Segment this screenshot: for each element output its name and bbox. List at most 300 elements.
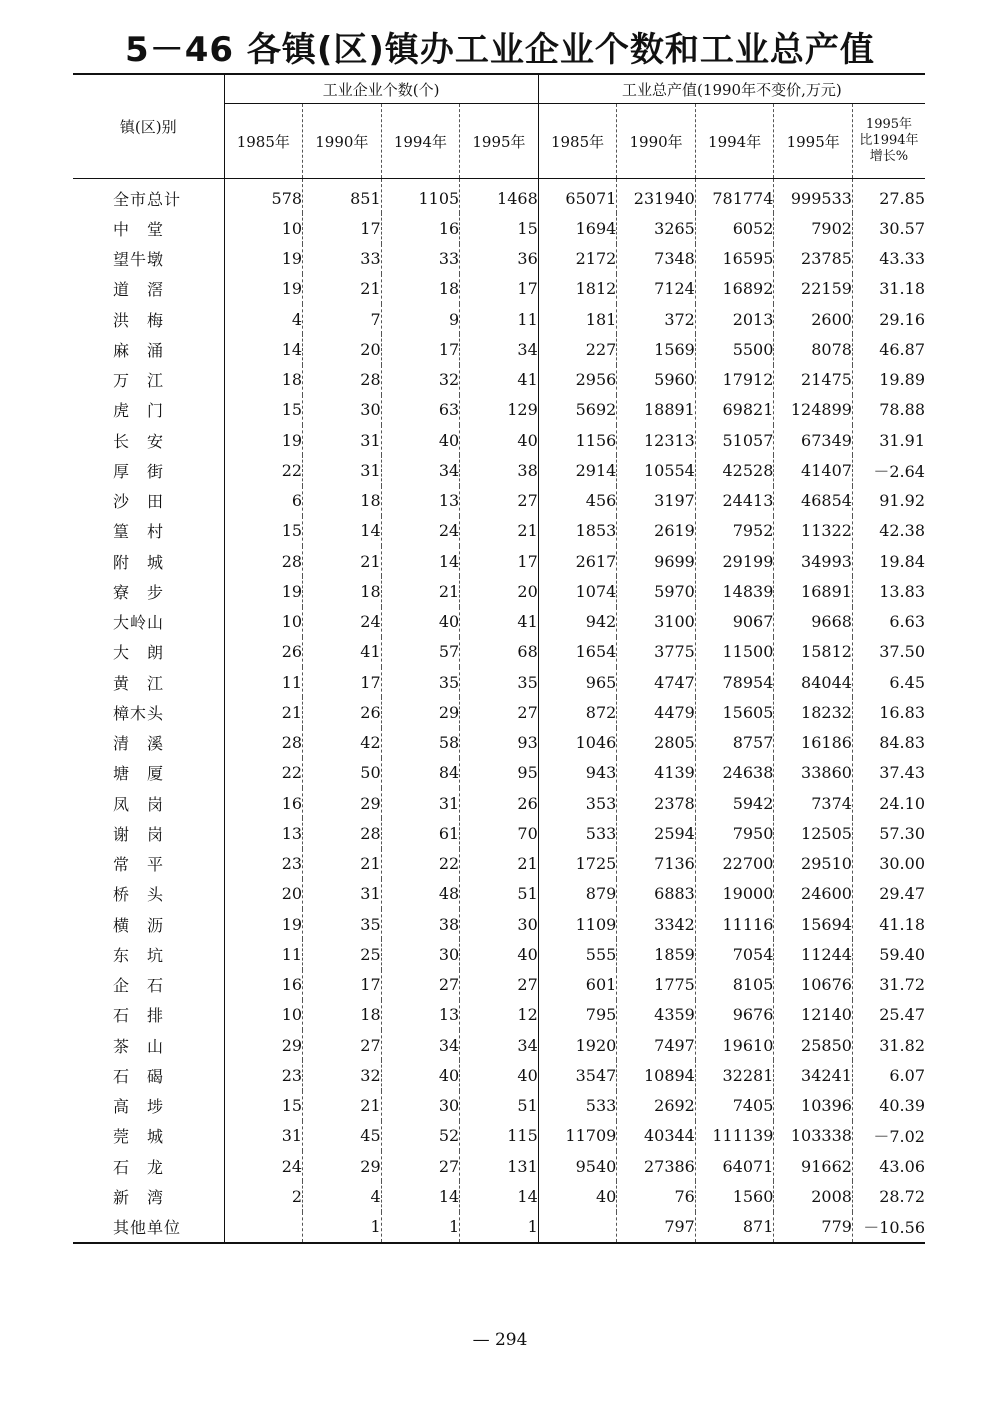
enterprise-count-cell: 129 — [460, 395, 539, 425]
growth-rate-header — [852, 104, 925, 179]
output-value-cell: 1560 — [695, 1181, 774, 1211]
output-value-cell: 1725 — [538, 849, 617, 879]
page-number: — 294 — [472, 1330, 528, 1350]
enterprise-count-cell: 18 — [381, 274, 460, 304]
output-value-cell: 943 — [538, 758, 617, 788]
town-name-cell: 其他单位 — [113, 1218, 182, 1238]
enterprise-count-cell: 4 — [303, 1181, 382, 1211]
output-value-cell: 76 — [617, 1181, 696, 1211]
enterprise-count-cell: 15 — [224, 516, 303, 546]
output-value-cell: 18891 — [617, 395, 696, 425]
output-value-cell: 11709 — [538, 1121, 617, 1151]
growth-rate-cell: 57.30 — [852, 818, 925, 848]
enterprise-count-cell: 34 — [460, 334, 539, 364]
output-value-cell: 9699 — [617, 546, 696, 576]
enterprise-count-cell: 24 — [224, 1151, 303, 1181]
enterprise-count-cell: 14 — [381, 1181, 460, 1211]
town-name-cell: 石 龙 — [113, 1157, 165, 1177]
growth-rate-cell: 42.38 — [852, 516, 925, 546]
enterprise-count-cell: 19 — [224, 576, 303, 606]
output-value-cell: 6052 — [695, 213, 774, 243]
table-row — [73, 486, 925, 516]
table-row — [73, 970, 925, 1000]
table-row — [73, 1151, 925, 1181]
town-name-cell: 樟木头 — [113, 703, 165, 723]
table-row — [73, 879, 925, 909]
output-value-cell: 4139 — [617, 758, 696, 788]
output-value-cell: 3100 — [617, 607, 696, 637]
enterprise-count-cell: 34 — [381, 1030, 460, 1060]
enterprise-count-cell: 9 — [381, 304, 460, 334]
town-name-cell: 莞 城 — [113, 1127, 165, 1147]
town-name-cell: 谢 岗 — [113, 824, 165, 844]
town-name-cell: 道 滘 — [113, 280, 165, 300]
town-name-cell: 常 平 — [113, 855, 165, 875]
output-value-cell: 34241 — [774, 1060, 853, 1090]
enterprise-count-cell: 36 — [460, 244, 539, 274]
output-value-cell: 29199 — [695, 546, 774, 576]
growth-rate-cell: 31.18 — [852, 274, 925, 304]
enterprise-count-cell: 19 — [224, 274, 303, 304]
output-value-cell: 64071 — [695, 1151, 774, 1181]
output-year-header: 1985年 — [538, 104, 617, 179]
output-value-cell: 9067 — [695, 607, 774, 637]
output-value-cell: 15812 — [774, 637, 853, 667]
enterprise-count-cell: 27 — [460, 697, 539, 727]
output-value-cell: 21475 — [774, 365, 853, 395]
town-name-cell: 石 碣 — [113, 1066, 165, 1086]
output-value-cell: 7950 — [695, 818, 774, 848]
output-value-cell: 23785 — [774, 244, 853, 274]
enterprise-count-cell: 26 — [460, 788, 539, 818]
table-row — [73, 728, 925, 758]
output-value-cell: 1654 — [538, 637, 617, 667]
growth-rate-cell: 19.89 — [852, 365, 925, 395]
output-year-header: 1994年 — [695, 104, 774, 179]
output-value-cell: 84044 — [774, 667, 853, 697]
enterprise-count-cell: 11 — [460, 304, 539, 334]
output-value-cell: 2008 — [774, 1181, 853, 1211]
table-row — [73, 213, 925, 243]
table-row — [73, 1121, 925, 1151]
enterprise-count-cell: 14 — [303, 516, 382, 546]
table-row — [73, 1091, 925, 1121]
enterprise-count-cell: 29 — [303, 1151, 382, 1181]
output-value-cell: 2914 — [538, 455, 617, 485]
enterprise-count-cell: 18 — [224, 365, 303, 395]
output-value-cell: 11116 — [695, 909, 774, 939]
table-row — [73, 849, 925, 879]
town-name-cell: 茶 山 — [113, 1036, 165, 1056]
growth-rate-cell: 40.39 — [852, 1091, 925, 1121]
town-name-cell: 附 城 — [113, 552, 165, 572]
table-row — [73, 1181, 925, 1211]
enterprise-count-cell: 14 — [381, 546, 460, 576]
enterprise-count-cell: 34 — [460, 1030, 539, 1060]
count-year-header: 1995年 — [460, 104, 539, 179]
output-year-header: 1995年 — [774, 104, 853, 179]
output-value-cell: 78954 — [695, 667, 774, 697]
enterprise-count-cell: 31 — [303, 455, 382, 485]
town-name-cell: 虎 门 — [113, 401, 165, 421]
town-name-cell: 望牛墩 — [113, 250, 165, 270]
enterprise-count-cell: 42 — [303, 728, 382, 758]
enterprise-count-cell: 21 — [303, 546, 382, 576]
enterprise-count-cell: 33 — [381, 244, 460, 274]
table-row — [73, 667, 925, 697]
output-value-cell: 3197 — [617, 486, 696, 516]
enterprise-count-cell: 18 — [303, 576, 382, 606]
output-value-cell: 46854 — [774, 486, 853, 516]
output-value-cell: 2617 — [538, 546, 617, 576]
output-value-cell: 7136 — [617, 849, 696, 879]
town-name-cell: 新 湾 — [113, 1187, 165, 1207]
output-value-cell: 1156 — [538, 425, 617, 455]
enterprise-count-cell: 29 — [381, 697, 460, 727]
enterprise-count-cell: 12 — [460, 1000, 539, 1030]
enterprise-count-cell: 10 — [224, 607, 303, 637]
enterprise-count-cell: 851 — [303, 179, 382, 214]
output-value-cell: 10676 — [774, 970, 853, 1000]
output-value-cell: 5500 — [695, 334, 774, 364]
growth-rate-cell: 30.00 — [852, 849, 925, 879]
growth-rate-cell: 59.40 — [852, 939, 925, 969]
output-value-cell: 40 — [538, 1181, 617, 1211]
table-row — [73, 576, 925, 606]
enterprise-count-cell: 115 — [460, 1121, 539, 1151]
enterprise-count-cell: 19 — [224, 425, 303, 455]
enterprise-count-cell: 1 — [381, 1212, 460, 1243]
output-value-cell: 8105 — [695, 970, 774, 1000]
town-name-cell: 东 坑 — [113, 945, 165, 965]
growth-rate-cell: 37.50 — [852, 637, 925, 667]
table-row — [73, 334, 925, 364]
enterprise-count-cell: 15 — [224, 1091, 303, 1121]
output-value-cell: 69821 — [695, 395, 774, 425]
enterprise-count-cell: 32 — [381, 365, 460, 395]
enterprise-count-cell: 17 — [303, 970, 382, 1000]
enterprise-count-cell: 13 — [224, 818, 303, 848]
output-value-cell: 1853 — [538, 516, 617, 546]
growth-rate-cell: 24.10 — [852, 788, 925, 818]
town-name-cell: 大 朗 — [113, 643, 165, 663]
enterprise-count-cell: 35 — [303, 909, 382, 939]
output-value-cell: 15605 — [695, 697, 774, 727]
table-row — [73, 1212, 925, 1243]
enterprise-count-cell: 16 — [224, 788, 303, 818]
statistics-table — [73, 73, 925, 1244]
enterprise-count-cell: 30 — [381, 1091, 460, 1121]
output-value-cell: 15694 — [774, 909, 853, 939]
enterprise-count-cell: 13 — [381, 486, 460, 516]
output-value-cell: 795 — [538, 1000, 617, 1030]
enterprise-count-cell: 93 — [460, 728, 539, 758]
growth-rate-cell: 91.92 — [852, 486, 925, 516]
output-value-cell: 16891 — [774, 576, 853, 606]
output-value-cell: 2594 — [617, 818, 696, 848]
table-row — [73, 758, 925, 788]
enterprise-count-cell: 16 — [224, 970, 303, 1000]
table-row — [73, 304, 925, 334]
output-value-cell: 872 — [538, 697, 617, 727]
growth-rate-cell: 6.63 — [852, 607, 925, 637]
output-value-cell: 1694 — [538, 213, 617, 243]
town-name-cell: 麻 涌 — [113, 340, 165, 360]
output-value-cell: 22159 — [774, 274, 853, 304]
enterprise-count-cell: 16 — [381, 213, 460, 243]
enterprise-count-cell: 57 — [381, 637, 460, 667]
output-value-cell: 9676 — [695, 1000, 774, 1030]
output-value-cell: 10894 — [617, 1060, 696, 1090]
town-name-cell: 篁 村 — [113, 522, 165, 542]
growth-header-line: 比1994年 — [859, 133, 919, 148]
enterprise-count-cell: 15 — [460, 213, 539, 243]
table-row — [73, 788, 925, 818]
output-value-cell: 24413 — [695, 486, 774, 516]
output-value-cell: 227 — [538, 334, 617, 364]
output-value-cell: 181 — [538, 304, 617, 334]
enterprise-count-cell: 21 — [303, 849, 382, 879]
town-name-cell: 桥 头 — [113, 885, 165, 905]
enterprise-count-cell: 22 — [381, 849, 460, 879]
enterprise-count-cell: 21 — [460, 516, 539, 546]
enterprise-count-cell — [224, 1212, 303, 1243]
output-value-cell: 871 — [695, 1212, 774, 1243]
enterprise-count-cell: 27 — [460, 970, 539, 1000]
output-value-cell: 24638 — [695, 758, 774, 788]
table-row — [73, 818, 925, 848]
enterprise-count-cell: 70 — [460, 818, 539, 848]
growth-rate-cell: 31.82 — [852, 1030, 925, 1060]
growth-rate-cell: 25.47 — [852, 1000, 925, 1030]
enterprise-count-cell: 17 — [303, 667, 382, 697]
output-value-cell: 41407 — [774, 455, 853, 485]
enterprise-count-cell: 15 — [224, 395, 303, 425]
output-value-cell: 34993 — [774, 546, 853, 576]
output-value-cell: 103338 — [774, 1121, 853, 1151]
enterprise-count-cell: 40 — [460, 939, 539, 969]
enterprise-count-cell: 18 — [303, 1000, 382, 1030]
table-row — [73, 1060, 925, 1090]
page-title: 5－46 各镇(区)镇办工业企业个数和工业总产值 — [125, 30, 875, 70]
enterprise-count-cell: 27 — [460, 486, 539, 516]
output-value-cell — [538, 1212, 617, 1243]
output-value-cell: 19610 — [695, 1030, 774, 1060]
enterprise-count-cell: 38 — [381, 909, 460, 939]
output-value-cell: 42528 — [695, 455, 774, 485]
output-value-cell: 2013 — [695, 304, 774, 334]
output-value-cell: 65071 — [538, 179, 617, 214]
table-row — [73, 455, 925, 485]
town-name-cell: 长 安 — [113, 431, 165, 451]
output-value-cell: 797 — [617, 1212, 696, 1243]
enterprise-count-cell: 40 — [460, 1060, 539, 1090]
enterprise-count-cell: 21 — [303, 274, 382, 304]
growth-rate-cell: 6.45 — [852, 667, 925, 697]
output-value-cell: 372 — [617, 304, 696, 334]
enterprise-count-group-header: 工业企业个数(个) — [224, 74, 538, 104]
output-value-cell: 353 — [538, 788, 617, 818]
table-header — [73, 74, 925, 179]
enterprise-count-cell: 30 — [381, 939, 460, 969]
table-row — [73, 607, 925, 637]
output-value-cell: 18232 — [774, 697, 853, 727]
growth-rate-cell: 37.43 — [852, 758, 925, 788]
enterprise-count-cell: 40 — [381, 425, 460, 455]
enterprise-count-cell: 27 — [381, 1151, 460, 1181]
output-value-cell: 6883 — [617, 879, 696, 909]
output-value-cell: 965 — [538, 667, 617, 697]
growth-rate-cell: 84.83 — [852, 728, 925, 758]
enterprise-count-cell: 95 — [460, 758, 539, 788]
table-row — [73, 425, 925, 455]
enterprise-count-cell: 18 — [303, 486, 382, 516]
enterprise-count-cell: 30 — [460, 909, 539, 939]
output-value-cell: 19000 — [695, 879, 774, 909]
town-name-cell: 清 溪 — [113, 734, 165, 754]
output-value-cell: 7124 — [617, 274, 696, 304]
growth-rate-cell: －2.64 — [852, 455, 925, 485]
enterprise-count-cell: 30 — [303, 395, 382, 425]
enterprise-count-cell: 21 — [381, 576, 460, 606]
output-value-cell: 3775 — [617, 637, 696, 667]
enterprise-count-cell: 19 — [224, 909, 303, 939]
enterprise-count-cell: 35 — [381, 667, 460, 697]
output-value-cell: 2378 — [617, 788, 696, 818]
output-value-cell: 879 — [538, 879, 617, 909]
enterprise-count-cell: 24 — [303, 607, 382, 637]
output-value-cell: 533 — [538, 1091, 617, 1121]
row-label-header: 镇(区)别 — [73, 74, 224, 179]
output-value-cell: 8757 — [695, 728, 774, 758]
enterprise-count-cell: 578 — [224, 179, 303, 214]
output-value-cell: 5960 — [617, 365, 696, 395]
table-row — [73, 516, 925, 546]
output-value-cell: 51057 — [695, 425, 774, 455]
output-value-cell: 3547 — [538, 1060, 617, 1090]
output-value-cell: 32281 — [695, 1060, 774, 1090]
enterprise-count-cell: 26 — [224, 637, 303, 667]
growth-rate-cell: 28.72 — [852, 1181, 925, 1211]
enterprise-count-cell: 4 — [224, 304, 303, 334]
output-value-cell: 14839 — [695, 576, 774, 606]
enterprise-count-cell: 21 — [460, 849, 539, 879]
output-value-cell: 5692 — [538, 395, 617, 425]
table-row — [73, 274, 925, 304]
enterprise-count-cell: 25 — [303, 939, 382, 969]
enterprise-count-cell: 22 — [224, 455, 303, 485]
output-value-cell: 2956 — [538, 365, 617, 395]
town-name-cell: 全市总计 — [113, 189, 182, 209]
output-value-cell: 999533 — [774, 179, 853, 214]
growth-rate-cell: 43.06 — [852, 1151, 925, 1181]
enterprise-count-cell: 20 — [460, 576, 539, 606]
enterprise-count-cell: 10 — [224, 213, 303, 243]
output-value-cell: 25850 — [774, 1030, 853, 1060]
town-name-cell: 洪 梅 — [113, 310, 165, 330]
growth-rate-cell: 29.16 — [852, 304, 925, 334]
output-value-cell: 7348 — [617, 244, 696, 274]
output-value-cell: 8078 — [774, 334, 853, 364]
output-value-cell: 40344 — [617, 1121, 696, 1151]
output-value-cell: 4747 — [617, 667, 696, 697]
enterprise-count-cell: 27 — [303, 1030, 382, 1060]
enterprise-count-cell: 63 — [381, 395, 460, 425]
growth-rate-cell: 30.57 — [852, 213, 925, 243]
town-name-cell: 高 埗 — [113, 1097, 165, 1117]
enterprise-count-cell: 13 — [381, 1000, 460, 1030]
output-value-cell: 27386 — [617, 1151, 696, 1181]
enterprise-count-cell: 29 — [224, 1030, 303, 1060]
growth-rate-cell: 31.91 — [852, 425, 925, 455]
growth-rate-cell: 43.33 — [852, 244, 925, 274]
output-value-cell: 33860 — [774, 758, 853, 788]
output-value-cell: 4359 — [617, 1000, 696, 1030]
output-value-cell: 2600 — [774, 304, 853, 334]
town-name-cell: 厚 街 — [113, 461, 165, 481]
table-row — [73, 1000, 925, 1030]
enterprise-count-cell: 1 — [460, 1212, 539, 1243]
output-value-cell: 22700 — [695, 849, 774, 879]
growth-rate-cell: －7.02 — [852, 1121, 925, 1151]
table-row — [73, 909, 925, 939]
town-name-cell: 沙 田 — [113, 492, 165, 512]
output-value-cell: 7952 — [695, 516, 774, 546]
table-row — [73, 1030, 925, 1060]
count-year-header: 1990年 — [303, 104, 382, 179]
growth-header-line: 增长% — [869, 149, 909, 164]
enterprise-count-cell: 22 — [224, 758, 303, 788]
output-value-cell: 5970 — [617, 576, 696, 606]
table-row — [73, 395, 925, 425]
enterprise-count-cell: 20 — [303, 334, 382, 364]
output-value-cell: 1920 — [538, 1030, 617, 1060]
output-value-cell: 12505 — [774, 818, 853, 848]
town-name-cell: 石 排 — [113, 1006, 165, 1026]
enterprise-count-cell: 28 — [303, 818, 382, 848]
output-value-cell: 2692 — [617, 1091, 696, 1121]
enterprise-count-cell: 35 — [460, 667, 539, 697]
enterprise-count-cell: 41 — [303, 637, 382, 667]
enterprise-count-cell: 40 — [381, 1060, 460, 1090]
enterprise-count-cell: 21 — [224, 697, 303, 727]
town-name-cell: 横 沥 — [113, 915, 165, 935]
output-value-cell: 1074 — [538, 576, 617, 606]
output-value-cell: 111139 — [695, 1121, 774, 1151]
enterprise-count-cell: 23 — [224, 849, 303, 879]
output-value-cell: 10554 — [617, 455, 696, 485]
output-value-cell: 12140 — [774, 1000, 853, 1030]
enterprise-count-cell: 28 — [224, 728, 303, 758]
output-value-cell: 17912 — [695, 365, 774, 395]
enterprise-count-cell: 24 — [381, 516, 460, 546]
output-value-cell: 5942 — [695, 788, 774, 818]
growth-rate-cell: －10.56 — [852, 1212, 925, 1243]
growth-rate-cell: 19.84 — [852, 546, 925, 576]
enterprise-count-cell: 31 — [303, 879, 382, 909]
enterprise-count-cell: 10 — [224, 1000, 303, 1030]
output-value-cell: 9540 — [538, 1151, 617, 1181]
enterprise-count-cell: 2 — [224, 1181, 303, 1211]
growth-rate-cell: 41.18 — [852, 909, 925, 939]
enterprise-count-cell: 21 — [303, 1091, 382, 1121]
enterprise-count-cell: 41 — [460, 365, 539, 395]
enterprise-count-cell: 14 — [224, 334, 303, 364]
town-name-cell: 寮 步 — [113, 582, 165, 602]
enterprise-count-cell: 20 — [224, 879, 303, 909]
output-value-group-header: 工业总产值(1990年不变价,万元) — [538, 74, 925, 104]
town-name-cell: 凤 岗 — [113, 794, 165, 814]
